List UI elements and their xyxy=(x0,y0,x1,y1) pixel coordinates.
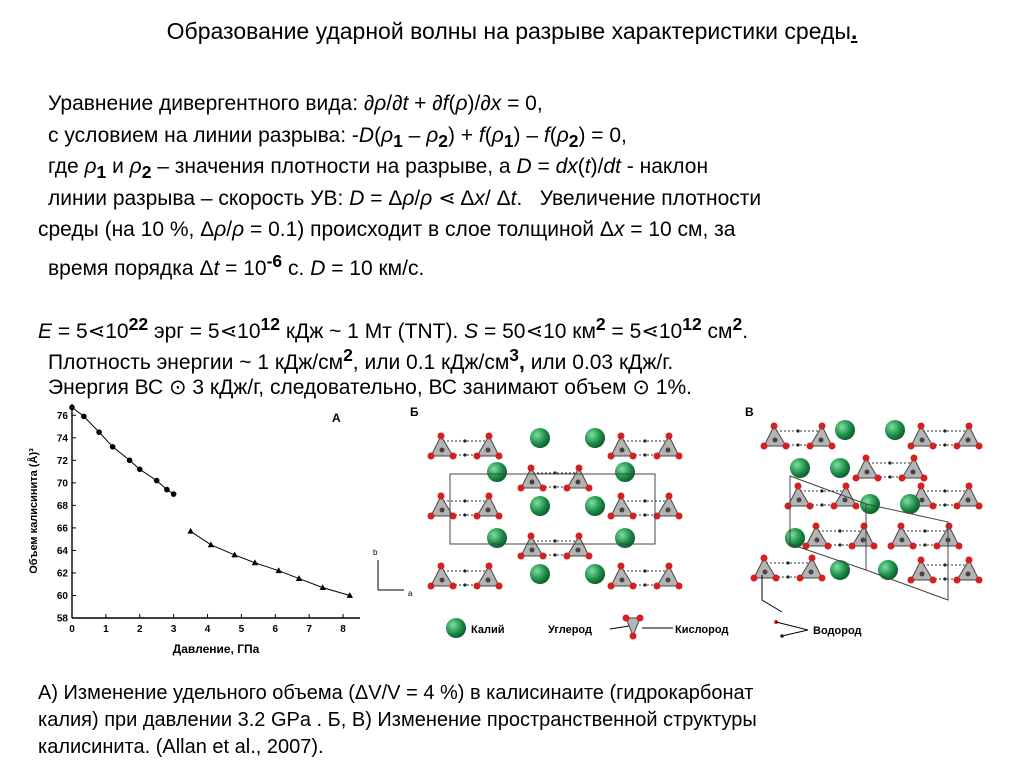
legend xyxy=(446,615,862,640)
panel-label-b: Б xyxy=(410,405,419,419)
data-point xyxy=(127,458,133,464)
y-tick-label: 76 xyxy=(56,410,68,422)
text-line: среды (на 10 %, Δρ/ρ = 0.1) происходит в слое толщиной Δx = 10 см, за xyxy=(38,218,736,241)
carbonate-legend-icon xyxy=(610,615,673,640)
title-dot: . xyxy=(850,18,858,44)
data-point xyxy=(69,405,75,411)
series-low-pressure xyxy=(69,405,176,497)
text-line: время порядка $\Delta t = 10^{-6}$ с. D = 10 км/с. xyxy=(48,250,425,280)
data-point xyxy=(81,414,87,420)
chart-xlabel: Давление, ГПа xyxy=(172,642,260,656)
caption-line-1: А) Изменение удельного объема (ΔV/V = 4 %) в калисинаите (гидрокарбонат xyxy=(38,682,754,704)
axis-a-label: a xyxy=(408,589,413,598)
y-tick-label: 60 xyxy=(56,590,68,602)
data-point xyxy=(208,541,214,547)
page-title xyxy=(0,18,1024,45)
data-point xyxy=(154,478,160,484)
legend-hydrogen: Водород xyxy=(813,625,862,637)
hydrogen-legend-icon xyxy=(774,620,808,638)
y-tick-label: 68 xyxy=(56,500,68,512)
data-point xyxy=(164,487,170,493)
title-text: Образование ударной волны на разрыве характеристики среды xyxy=(166,18,851,44)
x-ticks xyxy=(69,614,346,635)
y-tick-label: 62 xyxy=(56,568,68,580)
panel-c-axes xyxy=(762,575,782,612)
legend-oxygen: Кислород xyxy=(675,624,729,636)
data-point xyxy=(171,491,177,497)
data-point xyxy=(110,444,116,450)
blank-line xyxy=(38,277,998,309)
caption-line-2: калия) при давлении 3.2 GPa . Б, В) Изменение пространственной структуры xyxy=(38,709,757,731)
data-point xyxy=(137,467,143,473)
data-point xyxy=(187,528,193,534)
data-point xyxy=(96,429,102,435)
y-ticks xyxy=(57,411,76,625)
x-tick-label: 8 xyxy=(340,624,346,635)
panel-b-molecules xyxy=(428,433,683,590)
potassium-legend-icon xyxy=(446,618,466,638)
pressure-volume-chart xyxy=(20,396,370,658)
text-line: Энергия ВС ⊙ 3 кДж/г, следовательно, ВС занимают объем ⊙ 1%. xyxy=(48,375,693,399)
x-tick-label: 1 xyxy=(103,624,109,635)
series-high-pressure xyxy=(187,528,353,598)
axis-b-label: b xyxy=(373,548,378,557)
x-tick-label: 5 xyxy=(238,624,245,635)
y-tick-label: 72 xyxy=(56,455,68,467)
text-line: Уравнение дивергентного вида: ∂ρ/∂t + ∂f(ρ)/∂x = 0, xyxy=(48,92,543,115)
text-line: с условием на линии разрыва: $-D(\rho_1 - \rho_2) + f(\rho_1) - f(\rho_2) = 0$, xyxy=(48,123,627,151)
panel-label-c: В xyxy=(745,405,754,419)
x-tick-label: 0 xyxy=(69,624,75,635)
text-line: где $\rho_1$ и $\rho_2$ – значения плотности на разрыве, а D = dx(t)/dt - наклон xyxy=(48,155,709,183)
text-line: $E = 5⋖10^{22}$ эрг = $5⋖10^{12}$ кДж ~ 1 Мт (TNT). S = 50⋖10 $км^2$ = $5⋖10^{12}$ $см^2$. xyxy=(38,313,749,343)
text-line: Плотность энергии ~ 1 кДж/$см^2$, или 0.1 кДж/$см^3$, или 0.03 кДж/г. xyxy=(48,345,674,374)
legend-potassium: Калий xyxy=(471,624,505,636)
legend-carbon: Углерод xyxy=(548,624,592,636)
panel-label-a: А xyxy=(332,411,341,425)
caption-line-3: калисинита. (Allan et al., 2007). xyxy=(38,736,324,758)
panel-b-axes xyxy=(373,548,413,598)
x-tick-label: 6 xyxy=(272,624,279,635)
series-line xyxy=(191,531,350,595)
x-tick-label: 3 xyxy=(170,624,177,635)
body-text xyxy=(38,88,998,403)
y-tick-label: 66 xyxy=(56,523,68,535)
x-tick-label: 7 xyxy=(306,624,312,635)
y-tick-label: 64 xyxy=(56,545,68,557)
y-tick-label: 70 xyxy=(56,478,68,490)
y-tick-label: 58 xyxy=(56,613,68,625)
x-tick-label: 2 xyxy=(136,624,143,635)
x-tick-label: 4 xyxy=(204,624,211,635)
chart-axes xyxy=(72,404,360,618)
text-line: линии разрыва – скорость УВ: D = Δρ/ρ ⋖ Δx/ Δt. Увеличение плотности xyxy=(48,186,762,210)
y-tick-label: 74 xyxy=(56,433,68,445)
chart-ylabel: Объем калисинита (Å)³ xyxy=(28,448,40,574)
figure-caption xyxy=(38,680,998,761)
crystal-structure-figure xyxy=(370,400,1000,655)
